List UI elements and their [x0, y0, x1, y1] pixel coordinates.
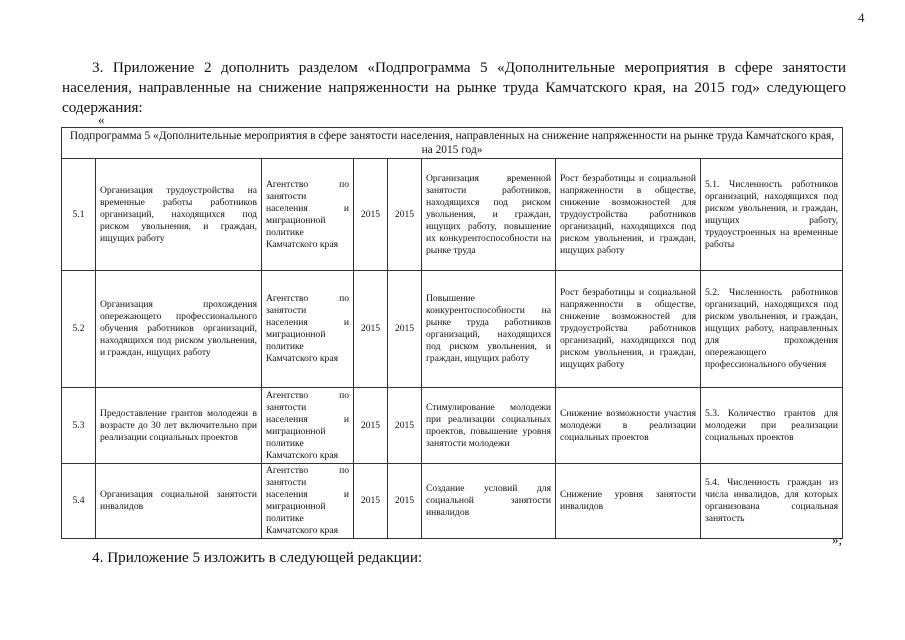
row-result: Снижение уровня занятости инвалидов	[556, 464, 701, 539]
row-result: Снижение возможности участия молодежи в реализации социальных проектов	[556, 388, 701, 464]
row-year-end: 2015	[388, 388, 422, 464]
row-number: 5.3	[62, 388, 96, 464]
row-task: Организация прохождения опережающего профессионального обучения работников организаций, находящихся под риском увольнения, и граждан, ищущих работу	[96, 271, 262, 388]
table-row	[62, 271, 843, 388]
amendment-next-paragraph: 4. Приложение 5 изложить в следующей редакции:	[92, 549, 423, 566]
subprogram-table	[61, 127, 843, 539]
row-number: 5.1	[62, 159, 96, 271]
row-executor: Агентство по занятости населения и миграционной политике Камчатского края	[262, 388, 354, 464]
row-executor: Агентство по занятости населения и миграционной политике Камчатского края	[262, 271, 354, 388]
row-number: 5.2	[62, 271, 96, 388]
row-task: Организация трудоустройства на временные работы работников организаций, находящихся под риском увольнения, и граждан, ищущих работу	[96, 159, 262, 271]
row-task: Организация социальной занятости инвалидов	[96, 464, 262, 539]
row-year-end: 2015	[388, 271, 422, 388]
row-indicator: 5.1. Численность работников организаций, находящихся под риском увольнения, и граждан, ищущих работу, трудоустроенных на временные работы	[701, 159, 843, 271]
row-year-end: 2015	[388, 464, 422, 539]
row-year-start: 2015	[354, 388, 388, 464]
row-indicator: 5.4. Численность граждан из числа инвалидов, для которых организована социальная занятость	[701, 464, 843, 539]
row-year-start: 2015	[354, 464, 388, 539]
table-row	[62, 388, 843, 464]
row-task: Предоставление грантов молодежи в возрасте до 30 лет включительно при реализации социальных проектов	[96, 388, 262, 464]
closing-quote-mark: »;	[832, 532, 843, 547]
row-direction: Создание условий для социальной занятости инвалидов	[422, 464, 556, 539]
table-header-row	[62, 128, 843, 159]
row-indicator: 5.2. Численность работников организаций, находящихся под риском увольнения, и граждан, ищущих работу, направленных для прохождения опережающего профессионального обучения	[701, 271, 843, 388]
table-row	[62, 159, 843, 271]
opening-quote-mark: «	[98, 112, 105, 127]
row-result: Рост безработицы и социальной напряженности в обществе, снижение возможностей для трудоустройства работников организаций, находящихся под риском увольнения, и граждан, ищущих работу	[556, 271, 701, 388]
table-row	[62, 464, 843, 539]
row-number: 5.4	[62, 464, 96, 539]
row-year-start: 2015	[354, 271, 388, 388]
row-year-start: 2015	[354, 159, 388, 271]
row-result: Рост безработицы и социальной напряженности в обществе, снижение возможностей для трудоустройства работников организаций, находящихся под риском увольнения, и граждан, ищущих работу	[556, 159, 701, 271]
row-direction: Стимулирование молодежи при реализации социальных проектов, повышение уровня занятости молодежи	[422, 388, 556, 464]
table-header-title: Подпрограмма 5 «Дополнительные мероприятия в сфере занятости населения, направленных на снижение напряженности на рынке труда Камчатского края, на 2015 год»	[62, 128, 843, 159]
amendment-intro-paragraph: 3. Приложение 2 дополнить разделом «Подпрограмма 5 «Дополнительные мероприятия в сфере занятости населения, направленные на снижение напряженности на рынке труда Камчатского края, на 2015 год» следующего содержания:	[62, 59, 846, 116]
row-year-end: 2015	[388, 159, 422, 271]
page-corner-mark: 4	[858, 10, 865, 25]
row-executor: Агентство по занятости населения и миграционной политике Камчатского края	[262, 464, 354, 539]
row-direction: Повышение конкурентоспособности на рынке труда работников организаций, находящихся под риском увольнения, и граждан, ищущих работу	[422, 271, 556, 388]
row-executor: Агентство по занятости населения и миграционной политике Камчатского края	[262, 159, 354, 271]
row-indicator: 5.3. Количество грантов для молодежи при реализации социальных проектов	[701, 388, 843, 464]
row-direction: Организация временной занятости работников, находящихся под риском увольнения, и граждан, ищущих работу, повышение их конкурентоспособности на рынке труда	[422, 159, 556, 271]
